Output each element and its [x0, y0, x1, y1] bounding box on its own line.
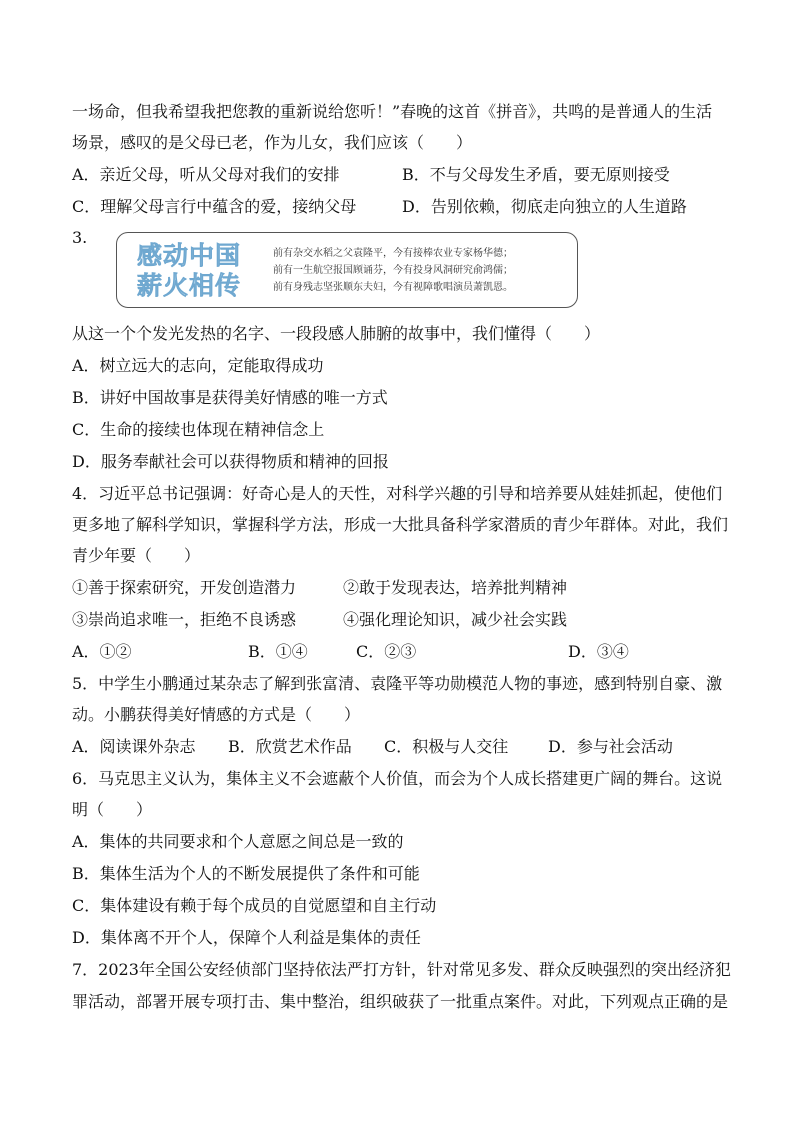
- q4-option-a[interactable]: A．①②: [72, 642, 132, 661]
- q3-number: 3.: [72, 228, 88, 247]
- q4-stem-line-3: 青少年要（ ）: [72, 546, 201, 565]
- q5-option-d[interactable]: D．参与社会活动: [548, 737, 673, 756]
- banner-text: [273, 245, 573, 296]
- banner-line-3: 前有身残志坚张顺东夫妇，今有视障歌唱演员萧凯恩。: [273, 282, 513, 293]
- q4-option-d[interactable]: D．③④: [568, 642, 629, 661]
- q4-statement-1: ①善于探索研究，开发创造潜力: [72, 578, 297, 597]
- q6-option-b[interactable]: B．集体生活为个人的不断发展提供了条件和可能: [72, 864, 420, 883]
- q5-stem-line-1: 5．中学生小鹏通过某杂志了解到张富清、袁隆平等功勋模范人物的事迹，感到特别自豪、激: [72, 674, 723, 693]
- q4-statement-3: ③崇尚追求唯一，拒绝不良诱惑: [72, 610, 297, 629]
- banner-title-line-1: 感动中国: [137, 241, 242, 270]
- q6-stem-line-2: 明（ ）: [72, 800, 153, 819]
- q3-stem: 从这一个个发光发热的名字、一段段感人肺腑的故事中，我们懂得（ ）: [72, 324, 601, 343]
- q2-stem-line-2: 场景，感叹的是父母已老，作为儿女，我们应该（ ）: [72, 133, 473, 152]
- q2-option-a[interactable]: A．亲近父母，听从父母对我们的安排: [72, 165, 340, 184]
- q3-option-b[interactable]: B．讲好中国故事是获得美好情感的唯一方式: [72, 388, 388, 407]
- q4-option-b[interactable]: B．①④: [248, 642, 308, 661]
- q5-stem-line-2: 动。小鹏获得美好情感的方式是（ ）: [72, 705, 361, 724]
- q6-option-a[interactable]: A．集体的共同要求和个人意愿之间总是一致的: [72, 832, 404, 851]
- q3-option-d[interactable]: D．服务奉献社会可以获得物质和精神的回报: [72, 452, 389, 471]
- q7-stem-line-1: 7．2023年全国公安经侦部门坚持依法严打方针，针对常见多发、群众反映强烈的突出经济犯: [72, 960, 731, 979]
- banner-line-2: 前有一生航空报国顾诵芬，今有投身风洞研究俞鸿儒；: [273, 265, 513, 276]
- q2-stem-line-1: 一场命，但我希望我把您教的重新说给您听！”春晚的这首《拼音》，共鸣的是普通人的生活: [72, 102, 713, 121]
- q2-option-d[interactable]: D．告别依赖，彻底走向独立的人生道路: [402, 197, 687, 216]
- q6-stem-line-1: 6．马克思主义认为，集体主义不会遮蔽个人价值，而会为个人成长搭建更广阔的舞台。这说: [72, 769, 723, 788]
- q2-option-c[interactable]: C．理解父母言行中蕴含的爱，接纳父母: [72, 197, 357, 216]
- q5-option-b[interactable]: B．欣赏艺术作品: [228, 737, 352, 756]
- q4-stem-line-1: 4．习近平总书记强调：好奇心是人的天性，对科学兴趣的引导和培养要从娃娃抓起，使他们: [72, 484, 723, 503]
- q2-option-b[interactable]: B．不与父母发生矛盾，要无原则接受: [402, 165, 670, 184]
- q5-option-a[interactable]: A．阅读课外杂志: [72, 737, 196, 756]
- q6-option-c[interactable]: C．集体建设有赖于每个成员的自觉愿望和自主行动: [72, 896, 437, 915]
- q5-option-c[interactable]: C．积极与人交往: [384, 737, 509, 756]
- banner-title-line-2: 薪火相传: [137, 271, 242, 300]
- q4-statement-4: ④强化理论知识，减少社会实践: [343, 610, 568, 629]
- q3-option-a[interactable]: A．树立远大的志向，定能取得成功: [72, 356, 324, 375]
- banner-title: [137, 241, 257, 301]
- q4-statement-2: ②敢于发现表达，培养批判精神: [343, 578, 568, 597]
- q6-option-d[interactable]: D．集体离不开个人，保障个人利益是集体的责任: [72, 928, 421, 947]
- q3-banner: [116, 232, 578, 308]
- q4-option-c[interactable]: C．②③: [356, 642, 417, 661]
- q3-option-c[interactable]: C．生命的接续也体现在精神信念上: [72, 420, 325, 439]
- q7-stem-line-2: 罪活动，部署开展专项打击、集中整治，组织破获了一批重点案件。对此，下列观点正确的是: [72, 992, 729, 1011]
- banner-line-1: 前有杂交水稻之父袁隆平，今有接棒农业专家杨华德；: [273, 248, 513, 259]
- q4-stem-line-2: 更多地了解科学知识，掌握科学方法，形成一大批具备科学家潜质的青少年群体。对此，我们: [72, 515, 729, 534]
